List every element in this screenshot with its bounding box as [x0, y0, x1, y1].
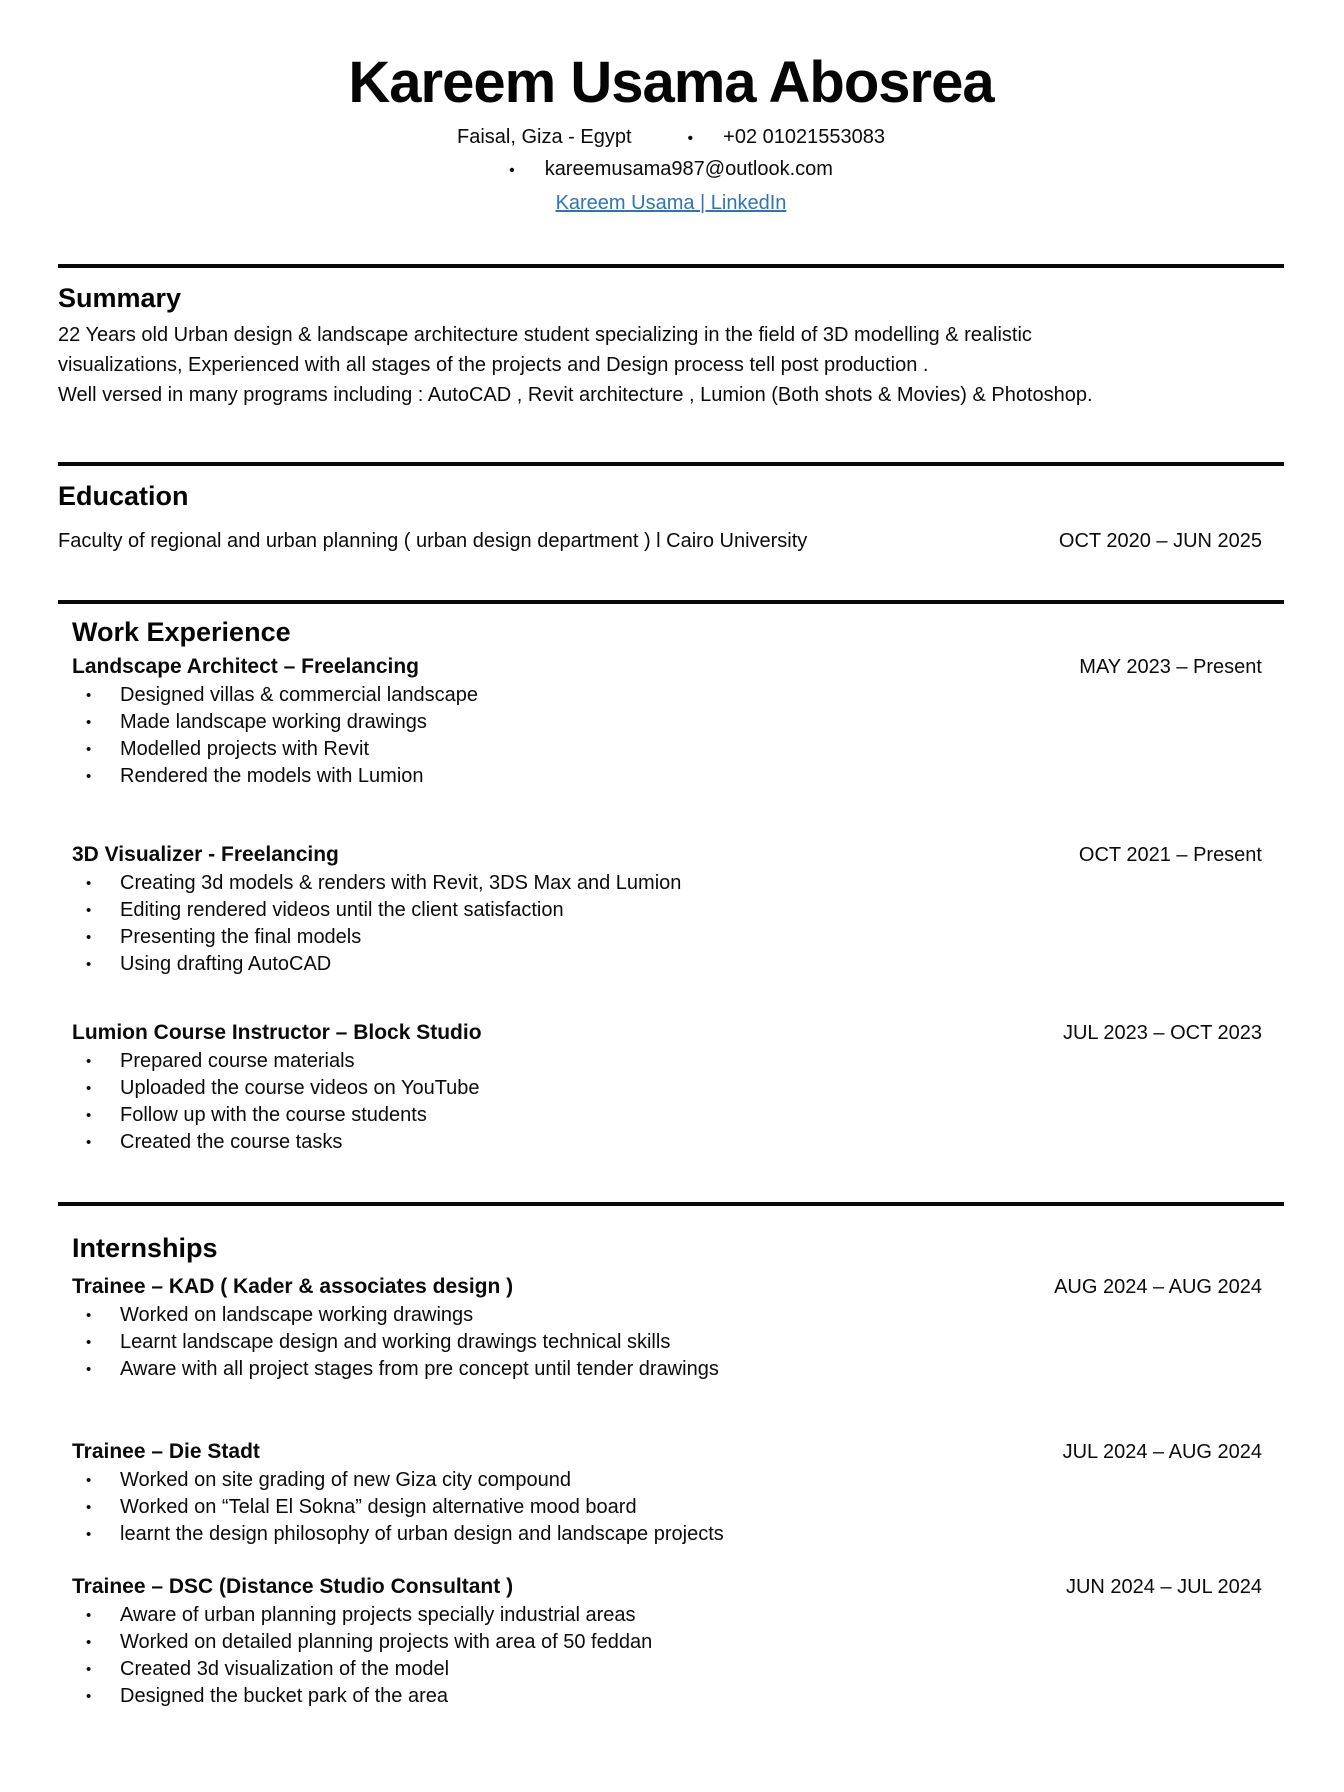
bullet-icon: •: [86, 1661, 92, 1678]
divider: [58, 600, 1284, 604]
list-item: [86, 709, 1284, 736]
bullet-text: Using drafting AutoCAD: [120, 953, 332, 975]
bullet-icon: •: [86, 1307, 92, 1324]
summary-line: Well versed in many programs including : AutoCAD , Revit architecture , Lumion (Both shots & Movies) & Photoshop.: [58, 384, 1093, 406]
bullet-text: Follow up with the course students: [120, 1104, 427, 1126]
bullet-text: Worked on site grading of new Giza city compound: [120, 1469, 571, 1491]
bullet-text: Uploaded the course videos on YouTube: [120, 1077, 480, 1099]
bullet-text: Learnt landscape design and working drawings technical skills: [120, 1331, 671, 1353]
list-item: [86, 1356, 1284, 1383]
job-header: [72, 840, 1284, 870]
list-item: [86, 1048, 1284, 1075]
contact-line-1: [58, 122, 1284, 154]
bullet-text: Rendered the models with Lumion: [120, 765, 424, 787]
job-header: [72, 1572, 1284, 1602]
bullet-icon: •: [86, 1688, 92, 1705]
job-dates: JUL 2024 – AUG 2024: [1062, 1441, 1262, 1463]
bullet-text: Created 3d visualization of the model: [120, 1658, 450, 1680]
summary-paragraph: [58, 320, 1284, 410]
list-item: [86, 1129, 1284, 1156]
list-item: [86, 1656, 1284, 1683]
list-item: [86, 1602, 1284, 1629]
bullet-text: Designed the bucket park of the area: [120, 1685, 448, 1707]
job-bullet-list: [72, 682, 1284, 790]
summary-line: 22 Years old Urban design & landscape architecture student specializing in the field of 3D modelling & realistic: [58, 324, 1032, 346]
job-title: Trainee – DSC (Distance Studio Consultant ): [72, 1575, 514, 1598]
job-title: Landscape Architect – Freelancing: [72, 655, 420, 678]
list-item: [86, 1629, 1284, 1656]
contact-line-2: [58, 154, 1284, 186]
internship-entry: [72, 1437, 1284, 1548]
bullet-icon: •: [86, 1472, 92, 1489]
job-title: Trainee – KAD ( Kader & associates design ): [72, 1275, 514, 1298]
list-item: [86, 1494, 1284, 1521]
internship-entry: [72, 1572, 1284, 1710]
education-institution: Faculty of regional and urban planning ( urban design department ) l Cairo University: [58, 530, 808, 552]
bullet-icon: •: [86, 1634, 92, 1651]
summary-section: [58, 282, 1284, 410]
bullet-text: Worked on landscape working drawings: [120, 1304, 474, 1326]
bullet-text: Aware with all project stages from pre concept until tender drawings: [120, 1358, 719, 1380]
list-item: [86, 1329, 1284, 1356]
bullet-icon: •: [86, 1499, 92, 1516]
bullet-icon: •: [86, 1334, 92, 1351]
bullet-icon: •: [86, 956, 92, 973]
internships-section: [58, 1232, 1284, 1710]
summary-line: visualizations, Experienced with all stages of the projects and Design process tell post production .: [58, 354, 929, 376]
job-header: [72, 1272, 1284, 1302]
resume-name: Kareem Usama Abosrea: [348, 50, 994, 115]
bullet-text: Aware of urban planning projects specially industrial areas: [120, 1604, 636, 1626]
bullet-icon: •: [86, 687, 92, 704]
job-header: [72, 1437, 1284, 1467]
bullet-icon: •: [687, 130, 694, 147]
internship-entry: [72, 1272, 1284, 1383]
bullet-text: Modelled projects with Revit: [120, 738, 369, 760]
bullet-icon: •: [86, 1607, 92, 1624]
summary-heading: Summary: [58, 283, 182, 313]
bullet-icon: •: [509, 162, 515, 179]
list-item: [86, 1075, 1284, 1102]
divider: [58, 1202, 1284, 1206]
education-heading: Education: [58, 481, 189, 511]
job-entry: [72, 1018, 1284, 1156]
job-dates: MAY 2023 – Present: [1079, 656, 1262, 678]
job-bullet-list: [72, 1602, 1284, 1710]
bullet-text: Editing rendered videos until the client satisfaction: [120, 899, 564, 921]
job-dates: OCT 2021 – Present: [1078, 844, 1262, 866]
list-item: [86, 736, 1284, 763]
list-item: [86, 1302, 1284, 1329]
bullet-text: Worked on detailed planning projects with area of 50 feddan: [120, 1631, 653, 1653]
job-bullet-list: [72, 1302, 1284, 1383]
bullet-text: Creating 3d models & renders with Revit, 3DS Max and Lumion: [120, 872, 682, 894]
job-bullet-list: [72, 870, 1284, 978]
list-item: [86, 897, 1284, 924]
bullet-icon: •: [86, 1134, 92, 1151]
job-header: [72, 1018, 1284, 1048]
bullet-icon: •: [86, 1526, 92, 1543]
job-bullet-list: [72, 1048, 1284, 1156]
list-item: [86, 924, 1284, 951]
bullet-icon: •: [86, 741, 92, 758]
job-dates: JUN 2024 – JUL 2024: [1065, 1576, 1262, 1598]
linkedin-link[interactable]: Kareem Usama | LinkedIn: [555, 192, 787, 214]
phone-text: +02 01021553083: [723, 126, 885, 148]
education-entry: [58, 526, 1284, 556]
job-title: 3D Visualizer - Freelancing: [72, 843, 339, 866]
education-dates: OCT 2020 – JUN 2025: [1058, 530, 1262, 552]
bullet-icon: •: [86, 902, 92, 919]
divider: [58, 462, 1284, 466]
work-experience-section: [58, 616, 1284, 1156]
list-item: [86, 1102, 1284, 1129]
job-entry: [72, 840, 1284, 978]
list-item: [86, 1521, 1284, 1548]
bullet-icon: •: [86, 875, 92, 892]
bullet-text: Created the course tasks: [120, 1131, 343, 1153]
bullet-text: Presenting the final models: [120, 926, 362, 948]
job-title: Trainee – Die Stadt: [72, 1440, 260, 1463]
job-header: [72, 652, 1284, 682]
bullet-text: Made landscape working drawings: [120, 711, 427, 733]
list-item: [86, 763, 1284, 790]
divider: [58, 264, 1284, 268]
bullet-text: learnt the design philosophy of urban design and landscape projects: [120, 1523, 724, 1545]
list-item: [86, 1683, 1284, 1710]
job-entry: [72, 652, 1284, 790]
bullet-icon: •: [86, 1053, 92, 1070]
internships-heading: Internships: [72, 1233, 218, 1263]
resume-header: [58, 44, 1284, 218]
list-item: [86, 682, 1284, 709]
linkedin-row: [58, 188, 1284, 218]
job-title: Lumion Course Instructor – Block Studio: [72, 1021, 482, 1044]
bullet-icon: •: [86, 929, 92, 946]
work-experience-heading: Work Experience: [72, 617, 291, 647]
bullet-icon: •: [86, 768, 92, 785]
job-dates: JUL 2023 – OCT 2023: [1062, 1022, 1262, 1044]
bullet-text: Designed villas & commercial landscape: [120, 684, 478, 706]
job-bullet-list: [72, 1467, 1284, 1548]
bullet-icon: •: [86, 1080, 92, 1097]
bullet-text: Prepared course materials: [120, 1050, 355, 1072]
bullet-text: Worked on “Telal El Sokna” design alternative mood board: [120, 1496, 637, 1518]
bullet-icon: •: [86, 1107, 92, 1124]
education-section: [58, 480, 1284, 556]
job-dates: AUG 2024 – AUG 2024: [1054, 1276, 1262, 1298]
list-item: [86, 870, 1284, 897]
email-text: kareemusama987@outlook.com: [544, 158, 833, 180]
list-item: [86, 1467, 1284, 1494]
location-text: Faisal, Giza - Egypt: [457, 126, 632, 148]
bullet-icon: •: [86, 714, 92, 731]
bullet-icon: •: [86, 1361, 92, 1378]
list-item: [86, 951, 1284, 978]
